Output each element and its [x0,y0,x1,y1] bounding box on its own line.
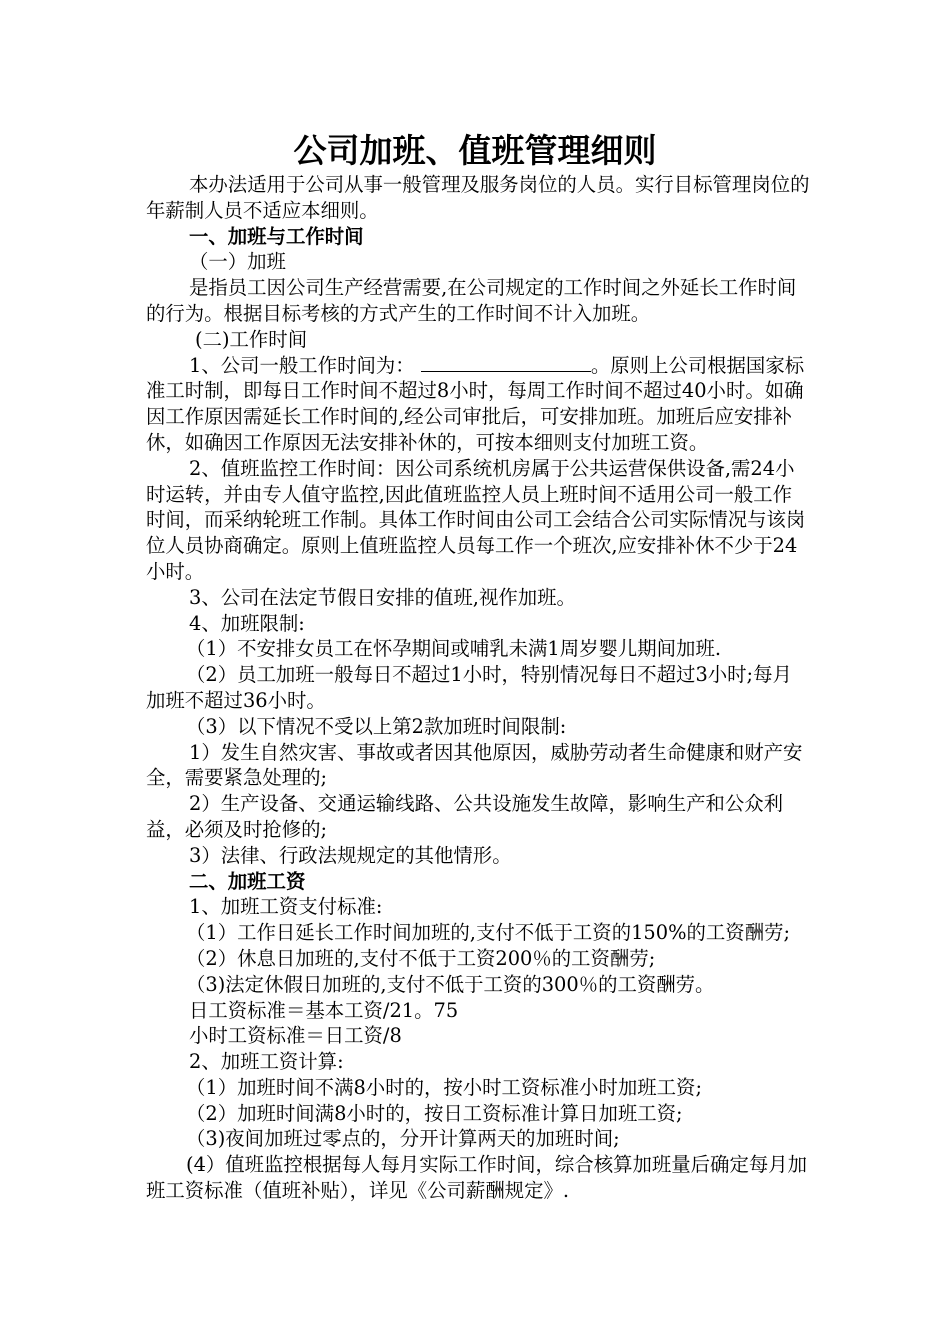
section-heading-overtime-pay: 二、加班工资 [189,869,306,893]
limit-item-3: （3）以下情况不受以上第2款加班时间限制: [186,714,567,738]
pay-calculation-item-1: （1）加班时间不满8小时的，按小时工资标准小时加班工资; [186,1075,702,1099]
overtime-definition-paragraph: 是指员工因公司生产经营需要,在公司规定的工作时间之外延长工作时间的行为。根据目标考核的方式产生的工作时间不计入加班。 [146,276,797,325]
daily-wage-formula: 日工资标准＝基本工资/21。75 [189,998,459,1022]
blank-fill-line [421,353,591,372]
duty-monitoring-hours-paragraph: 2、值班监控工作时间：因公司系统机房属于公共运营保供设备,需24小时运转，并由专人值守监控,因此值班监控人员上班时间不适用公司一般工作时间，而采纳轮班工作制。具体工作时间由公司工会结合公司实际情况与该岗位人员协商确定。原则上值班监控人员每工作一个班次,应安排补休不少于24小时。 [146,456,806,583]
general-hours-text: 。原则上公司根据国家标准工时制，即每日工作时间不超过8小时，每周工作时间不超过40小时。如确因工作原因需延长工作时间的,经公司审批后，可安排加班。加班后应安排补休，如确因工作原因无法安排补休的，可按本细则支付加班工资。 [146,353,805,454]
exception-item-3: 3）法律、行政法规规定的其他情形。 [189,843,512,867]
section-heading-overtime-and-hours: 一、加班与工作时间 [189,224,364,248]
document-title: 公司加班、值班管理细则 [293,131,657,170]
general-hours-label: 1、公司一般工作时间为： [189,353,415,377]
pay-calculation-item-4: (4）值班监控根据每人每月实际工作时间，综合核算加班量后确定每月加班工资标准（值班补贴），详见《公司薪酬规定》. [146,1153,808,1203]
pay-standard-item-2: （2）休息日加班的,支付不低于工资200％的工资酬劳; [186,946,656,970]
intro-paragraph: 本办法适用于公司从事一般管理及服务岗位的人员。实行目标管理岗位的年薪制人员不适应本细则。 [146,173,810,222]
general-hours-paragraph [146,353,810,456]
limit-item-1: （1）不安排女员工在怀孕期间或哺乳未满1周岁婴儿期间加班. [186,637,721,661]
document-body [146,172,810,1204]
exception-item-1: 1）发生自然灾害、事故或者因其他原因，威胁劳动者生命健康和财产安全，需要紧急处理的; [146,740,803,790]
exception-item-2: 2）生产设备、交通运输线路、公共设施发生故障，影响生产和公众利益，必须及时抢修的; [146,792,784,841]
overtime-limit-heading: 4、加班限制: [189,611,305,635]
limit-item-2: （2）员工加班一般每日不超过1小时，特别情况每日不超过3小时;每月加班不超过36小时。 [146,663,792,712]
pay-standard-heading: 1、加班工资支付标准: [189,895,383,919]
pay-calculation-item-2: （2）加班时间满8小时的，按日工资标准计算日加班工资; [186,1101,683,1125]
pay-calculation-item-3: （3)夜间加班过零点的，分开计算两天的加班时间; [186,1127,620,1151]
pay-standard-item-3: （3)法定休假日加班的,支付不低于工资的300％的工资酬劳。 [186,972,715,996]
pay-standard-item-1: （1）工作日延长工作时间加班的,支付不低于工资的150%的工资酬劳; [186,921,791,945]
pay-calculation-heading: 2、加班工资计算: [189,1050,344,1074]
subsection-heading-working-hours: (二)工作时间 [195,327,308,351]
subsection-heading-overtime: （一）加班 [189,250,286,274]
hourly-wage-formula: 小时工资标准＝日工资/8 [189,1024,402,1048]
holiday-duty-paragraph: 3、公司在法定节假日安排的值班,视作加班。 [189,585,576,609]
